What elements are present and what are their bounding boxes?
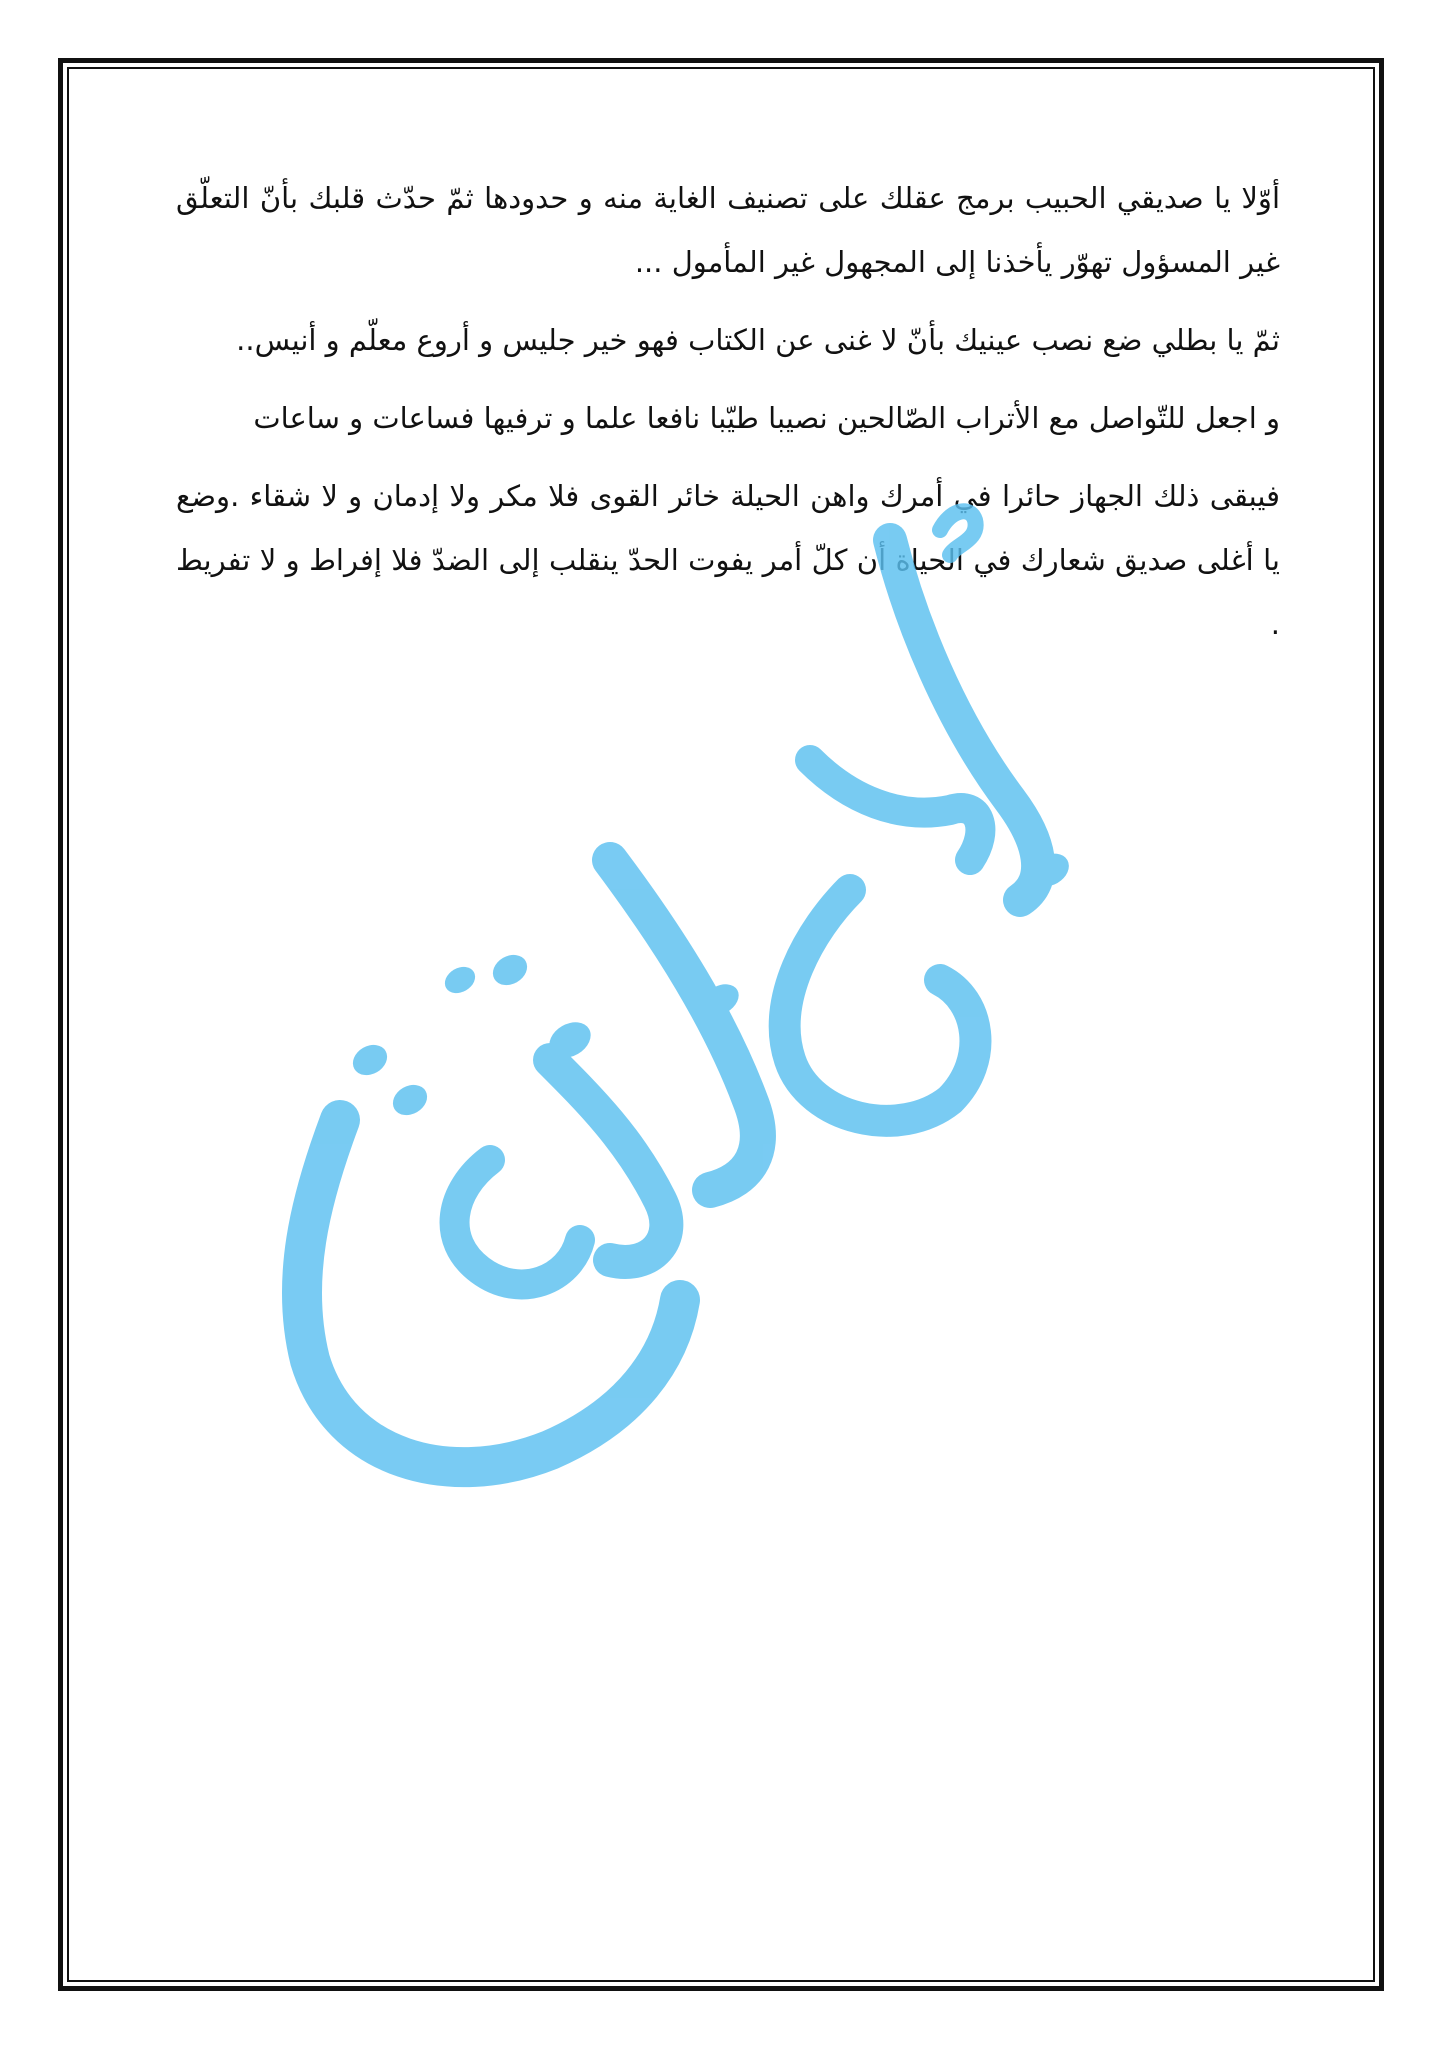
paragraph-4: فيبقى ذلك الجهاز حائرا في أمرك واهن الحيلة خائر القوى فلا مكر ولا إدمان و لا شقاء .وضع يا أغلى صديق شعارك في الحياة أن كلّ أمر يفوت الحدّ ينقلب إلى الضدّ فلا إفراط و لا تفريط . <box>176 479 1280 641</box>
paragraph-1: أوّلا يا صديقي الحبيب برمج عقلك على تصنيف الغاية منه و حدودها ثمّ حدّث قلبك بأنّ التعلّق غير المسؤول تهوّر يأخذنا إلى المجهول غير المأمول ... <box>176 181 1280 279</box>
paragraph-3: و اجعل للتّواصل مع الأتراب الصّالحين نصيبا طيّبا نافعا علما و ترفيها فساعات و ساعات <box>253 401 1280 435</box>
document-body <box>176 166 1280 670</box>
paragraph-2: ثمّ يا بطلي ضع نصب عينيك بأنّ لا غنى عن الكتاب فهو خير جليس و أروع معلّم و أنيس.. <box>236 323 1280 357</box>
